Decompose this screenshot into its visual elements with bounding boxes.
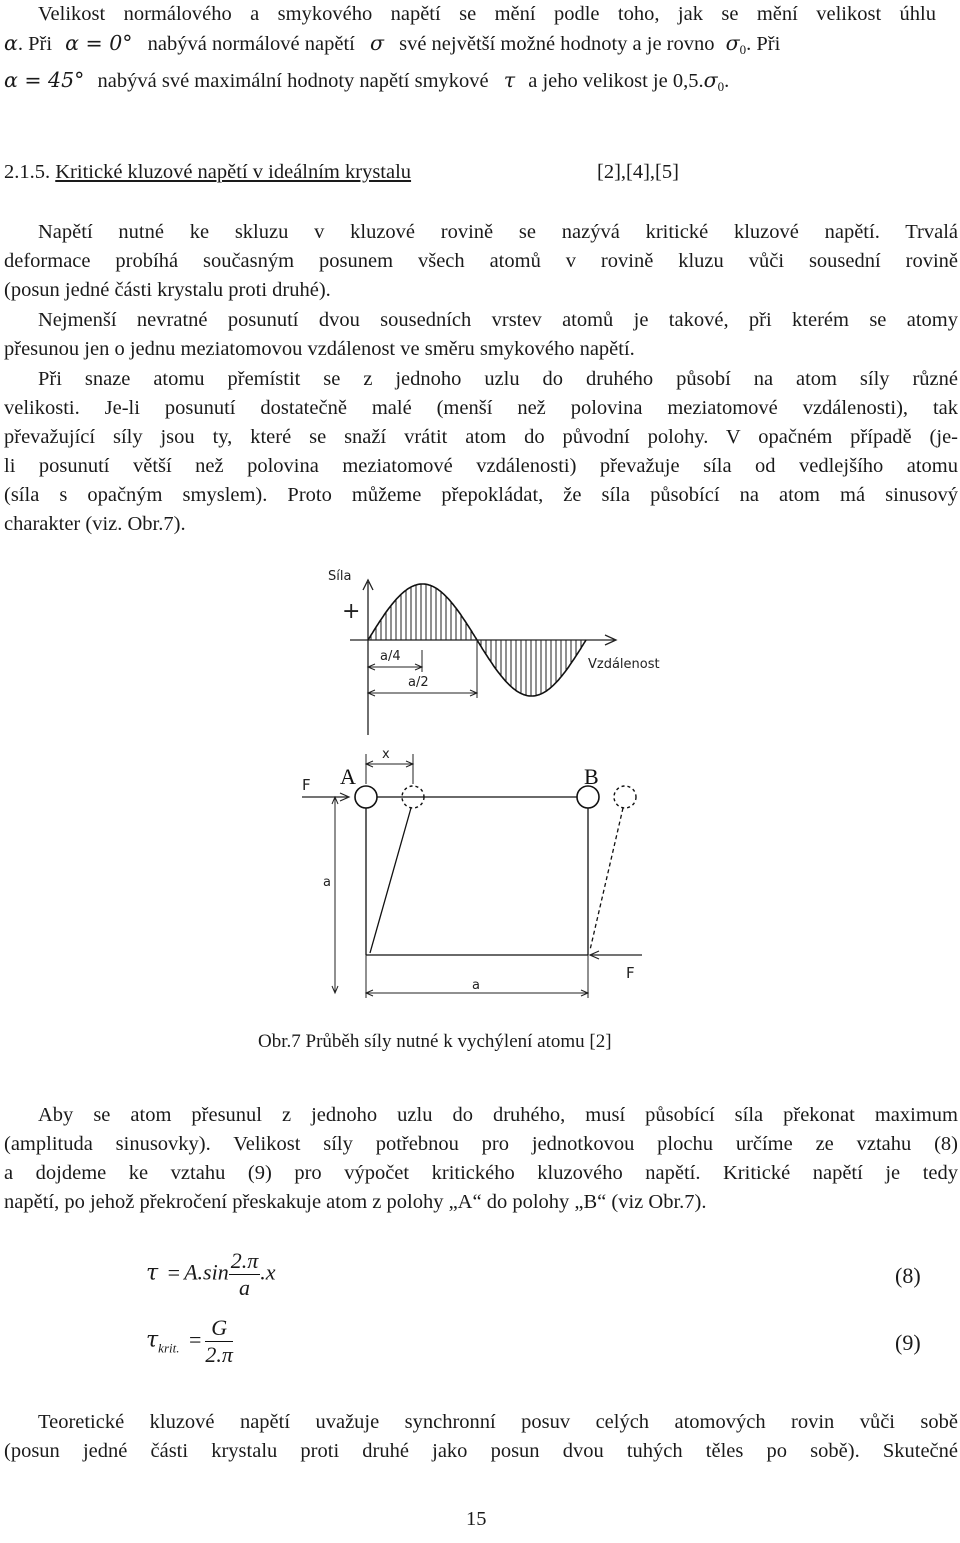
p3-line-6: charakter (viz. Obr.7). — [4, 513, 186, 535]
force-left-label: F — [302, 776, 311, 794]
p4-line-1: Aby se atom přesunul z jednoho uzlu do druhého, musí působící síla překonat maximum — [38, 1104, 958, 1126]
equation-8: τ = A.sin $\frac{2.\pi}{a}$ .x — [146, 1248, 276, 1300]
eq8-fraction: $\frac{2.\pi}{a}$ — [230, 1248, 259, 1300]
section-heading — [4, 158, 934, 187]
sine-force-diagram — [300, 560, 680, 740]
atom-a-label: A — [340, 764, 356, 789]
p4-line-2: (amplituda sinusovky). Velikost síly potřebnou pro jednotkovou plochu určíme ze vztahu (8) — [4, 1133, 958, 1155]
p2-line-1: Nejmenší nevratné posunutí dvou sousedních vrstev atomů je takové, při kterém se atomy — [38, 309, 958, 331]
lattice-diagram — [290, 740, 670, 1020]
section-title: Kritické kluzové napětí v ideálním krystalu — [55, 161, 412, 183]
section-refs: [2],[4],[5] — [597, 161, 679, 183]
alpha-symbol: α — [4, 31, 18, 55]
section-number: 2.1.5. — [4, 161, 51, 183]
atom-b-displaced — [614, 786, 636, 808]
p5-line-2: (posun jedné části krystalu proti druhé jako posun dvou tuhých těles po sobě). Skutečné — [4, 1440, 958, 1462]
intro-line-2: α. Při α = 0° nabývá normálové napětí σ své největší možné hodnoty a je rovno $\sigma_0$. Při — [4, 31, 781, 57]
p3-line-2: velikosti. Je-li posunutí dostatečně malé (menší než polovina meziatomové vzdálenosti), tak — [4, 397, 958, 419]
p4-line-3: a dojdeme ke vztahu (9) pro výpočet kritického kluzového napětí. Kritické napětí je tedy — [4, 1162, 958, 1184]
sheared-left-edge — [370, 808, 411, 953]
displacement-label: x — [382, 747, 390, 762]
p1-line-3: (posun jedné části krystalu proti druhé). — [4, 279, 331, 301]
page-number: 15 — [466, 1508, 487, 1530]
p3-line-3: převažující síly jsou ty, které se snaží vrátit atom do původní polohy. V opačném případě (je- — [4, 426, 958, 448]
sine-x-label: Vzdálenost — [588, 657, 660, 672]
equation-9: $\tau_{krit.}$ = $\frac{G}{2.\pi}$ — [146, 1315, 233, 1367]
p1-line-2: deformace probíhá současným posunem všech atomů v rovině kluzu vůči sousední rovině — [4, 250, 958, 272]
intro-line-1: Velikost normálového a smykového napětí se mění podle toho, jak se mění velikost úhlu — [38, 3, 936, 25]
p3-line-1: Při snaze atomu přemístit se z jednoho uzlu do druhého působí na atom síly různé — [38, 368, 958, 390]
p4-line-4: napětí, po jehož překročení přeskakuje atom z polohy „A“ do polohy „B“ (viz Obr.7). — [4, 1191, 707, 1213]
force-right-label: F — [626, 964, 635, 982]
sine-plus-label: + — [342, 599, 361, 624]
equation-9-number: (9) — [895, 1330, 921, 1355]
p3-line-5: (síla s opačným smyslem). Proto můžeme přepokládat, že síla působící na atom má sinusový — [4, 484, 958, 506]
p1-line-1: Napětí nutné ke skluzu v kluzové rovině se nazývá kritické kluzové napětí. Trvalá — [38, 221, 958, 243]
width-label: a — [472, 978, 480, 993]
dim-a2-label: a/2 — [408, 675, 429, 690]
atom-b — [577, 786, 599, 808]
sine-y-label: Síla — [328, 569, 352, 584]
p5-line-1: Teoretické kluzové napětí uvažuje synchronní posuv celých atomových rovin vůči sobě — [38, 1411, 958, 1433]
atom-a — [355, 786, 377, 808]
atom-b-label: B — [584, 764, 599, 789]
figure-caption: Obr.7 Průběh síly nutné k vychýlení atomu [2] — [258, 1031, 612, 1052]
eq9-fraction: $\frac{G}{2.\pi}$ — [205, 1315, 233, 1367]
negative-hatching — [481, 582, 581, 698]
dim-a4-label: a/4 — [380, 649, 401, 664]
p3-line-4: li posunutí větší než polovina meziatomové vzdálenosti) převažuje síla od vedlejšího atomu — [4, 455, 958, 477]
equation-8-number: (8) — [895, 1263, 921, 1288]
sheared-right-edge — [590, 808, 623, 950]
height-label: a — [323, 875, 331, 890]
p2-line-2: přesunou jen o jednu meziatomovou vzdálenost ve směru smykového napětí. — [4, 338, 635, 360]
intro-line-3: α = 45° nabývá své maximální hodnoty napětí smykové τ a jeho velikost je $0,5.\sigma_0$. — [4, 68, 730, 94]
